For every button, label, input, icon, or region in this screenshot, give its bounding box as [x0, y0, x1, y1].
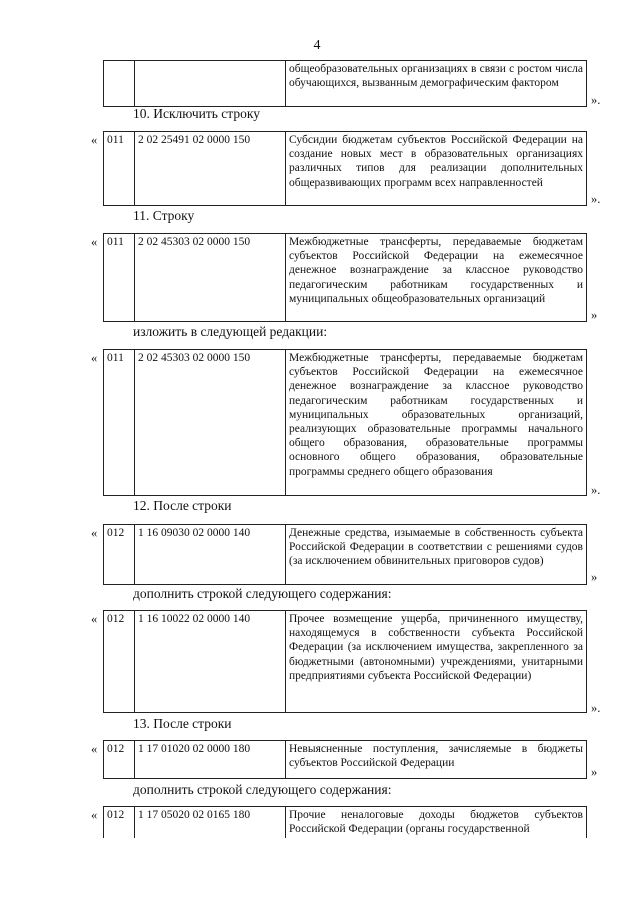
- admin-code-cell: 011: [104, 234, 135, 322]
- kbk-code-cell: [135, 61, 286, 107]
- admin-code-cell: [104, 61, 135, 107]
- table-row: [104, 61, 587, 107]
- budget-code-table: [103, 610, 587, 713]
- opening-quote: «: [91, 133, 98, 147]
- opening-quote: «: [91, 612, 98, 626]
- table-row: [104, 611, 587, 713]
- kbk-code-cell: 1 17 05020 02 0165 180: [135, 807, 286, 839]
- paragraph-11-continuation: изложить в следующей редакции:: [133, 324, 328, 339]
- admin-code-cell: 012: [104, 611, 135, 713]
- kbk-code-cell: 1 16 09030 02 0000 140: [135, 525, 286, 585]
- paragraph-12-continuation: дополнить строкой следующего содержания:: [133, 586, 392, 601]
- closing-quote: ».: [591, 701, 601, 715]
- kbk-code-cell: 1 16 10022 02 0000 140: [135, 611, 286, 713]
- budget-code-table: [103, 740, 587, 779]
- description-cell: Невыясненные поступления, зачисляемые в бюджеты субъектов Российской Федерации: [286, 741, 587, 779]
- opening-quote: «: [91, 808, 98, 822]
- kbk-code-cell: 1 17 01020 02 0000 180: [135, 741, 286, 779]
- table-row: [104, 741, 587, 779]
- budget-code-table: [103, 233, 587, 322]
- kbk-code-cell: 2 02 45303 02 0000 150: [135, 234, 286, 322]
- description-cell: Субсидии бюджетам субъектов Российской Федерации на создание новых мест в образовательных организациях различных типов для реализации дополнительных общеразвивающих программ всех направленностей: [286, 132, 587, 206]
- budget-code-table: [103, 131, 587, 206]
- closing-quote: »: [591, 765, 598, 779]
- kbk-code-cell: 2 02 25491 02 0000 150: [135, 132, 286, 206]
- paragraph-12: 12. После строки: [133, 498, 232, 513]
- kbk-code-cell: 2 02 45303 02 0000 150: [135, 350, 286, 496]
- budget-code-table: [103, 806, 587, 838]
- description-cell: общеобразовательных организациях в связи с ростом числа обучающихся, вызванным демографическим фактором: [286, 61, 587, 107]
- opening-quote: «: [91, 526, 98, 540]
- description-cell: Межбюджетные трансферты, передаваемые бюджетам субъектов Российской Федерации на ежемесячное денежное вознаграждение за классное руководство педагогическим работникам государственных и муниципальных образовательных организаций, реализующих образовательные программы начального общего образования, образовательные программы основного общего образования, образовательные программы среднего общего образования: [286, 350, 587, 496]
- paragraph-13: 13. После строки: [133, 716, 232, 731]
- budget-code-table: [103, 349, 587, 496]
- closing-quote: ».: [591, 483, 601, 497]
- closing-quote: ».: [591, 93, 601, 107]
- paragraph-10: 10. Исключить строку: [133, 106, 260, 121]
- opening-quote: «: [91, 351, 98, 365]
- budget-code-table: [103, 524, 587, 585]
- opening-quote: «: [91, 235, 98, 249]
- admin-code-cell: 011: [104, 132, 135, 206]
- closing-quote: ».: [591, 192, 601, 206]
- admin-code-cell: 012: [104, 741, 135, 779]
- description-cell: Прочие неналоговые доходы бюджетов субъектов Российской Федерации (органы государственной: [286, 807, 587, 839]
- closing-quote: »: [591, 570, 598, 584]
- admin-code-cell: 011: [104, 350, 135, 496]
- page-number: 4: [313, 38, 321, 53]
- description-cell: Денежные средства, изымаемые в собственность субъекта Российской Федерации в соответствии с решениями судов (за исключением обвинительных приговоров судов): [286, 525, 587, 585]
- budget-code-table: [103, 60, 587, 107]
- table-row: [104, 234, 587, 322]
- description-cell: Прочее возмещение ущерба, причиненного имуществу, находящемуся в собственности субъекта Российской Федерации (за исключением имущества, закрепленного за бюджетными (автономными) учреждениями, унитарными предприятиями субъекта Российской Федерации): [286, 611, 587, 713]
- paragraph-11: 11. Строку: [133, 208, 195, 223]
- table-row: [104, 525, 587, 585]
- opening-quote: «: [91, 742, 98, 756]
- table-row: [104, 807, 587, 839]
- admin-code-cell: 012: [104, 525, 135, 585]
- table-row: [104, 132, 587, 206]
- table-row: [104, 350, 587, 496]
- admin-code-cell: 012: [104, 807, 135, 839]
- closing-quote: »: [591, 308, 598, 322]
- paragraph-13-continuation: дополнить строкой следующего содержания:: [133, 782, 392, 797]
- description-cell: Межбюджетные трансферты, передаваемые бюджетам субъектов Российской Федерации на ежемесячное денежное вознаграждение за классное руководство педагогическим работникам государственных и муниципальных общеобразовательных организаций: [286, 234, 587, 322]
